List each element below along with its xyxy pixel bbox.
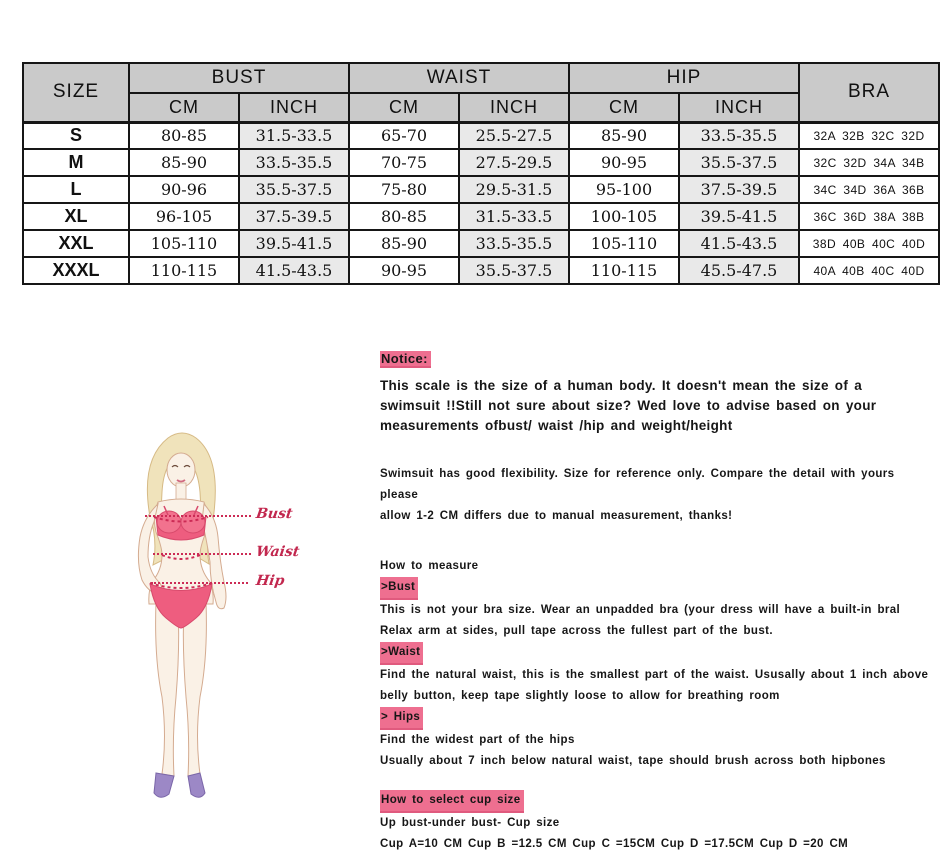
notice-heading — [380, 351, 932, 368]
woman-sketch-illustration — [112, 422, 352, 822]
bra-cell: 34C 34D 36A 36B — [799, 176, 939, 203]
hips-section-heading — [380, 707, 932, 730]
bra-cell: 36C 36D 38A 38B — [799, 203, 939, 230]
cup-size-heading — [380, 790, 932, 813]
hips-instruction-line: Usually about 7 inch below natural waist, tape should brush across both hipbones — [380, 755, 886, 767]
flexibility-line: allow 1-2 CM differs due to manual measurement, thanks! — [380, 510, 733, 522]
waist-inch-cell: 33.5-35.5 — [459, 230, 569, 257]
bust-instruction-line: This is not your bra size. Wear an unpadded bra (your dress will have a built-in bral — [380, 604, 901, 616]
hip-inch-cell: 45.5-47.5 — [679, 257, 799, 284]
header-hip-cm: CM — [569, 93, 679, 122]
bust-inch-cell: 41.5-43.5 — [239, 257, 349, 284]
size-chart-section — [22, 62, 940, 285]
table-row — [23, 176, 939, 203]
waist-inch-cell: 29.5-31.5 — [459, 176, 569, 203]
waist-inch-cell: 31.5-33.5 — [459, 203, 569, 230]
table-row — [23, 122, 939, 149]
size-cell: XXXL — [23, 257, 129, 284]
bust-section-heading — [380, 577, 932, 600]
bra-cell: 38D 40B 40C 40D — [799, 230, 939, 257]
header-bust-inch: INCH — [239, 93, 349, 122]
waist-cm-cell: 75-80 — [349, 176, 459, 203]
waist-heading-highlight: >Waist — [380, 642, 423, 665]
hips-heading-highlight: > Hips — [380, 707, 423, 730]
bust-instruction-line: Relax arm at sides, pull tape across the fullest part of the bust. — [380, 625, 773, 637]
size-cell: M — [23, 149, 129, 176]
header-hip-inch: INCH — [679, 93, 799, 122]
hip-inch-cell: 33.5-35.5 — [679, 122, 799, 149]
bra-cell: 32A 32B 32C 32D — [799, 122, 939, 149]
bust-cm-cell: 90-96 — [129, 176, 239, 203]
notice-line: This scale is the size of a human body. It doesn't mean the size of a — [380, 378, 863, 393]
bust-inch-cell: 33.5-35.5 — [239, 149, 349, 176]
bust-heading-highlight: >Bust — [380, 577, 418, 600]
cup-size-line: Cup A=10 CM Cup B =12.5 CM Cup C =15CM Cup D =17.5CM Cup D =20 CM — [380, 838, 849, 850]
hip-cm-cell: 90-95 — [569, 149, 679, 176]
size-cell: L — [23, 176, 129, 203]
waist-cm-cell: 90-95 — [349, 257, 459, 284]
table-row — [23, 257, 939, 284]
waist-instruction-line: belly button, keep tape slightly loose to allow for breathing room — [380, 690, 780, 702]
figure-right-shoe — [188, 773, 205, 797]
bust-inch-cell: 39.5-41.5 — [239, 230, 349, 257]
bust-label: Bust — [254, 506, 294, 522]
bra-cell: 32C 32D 34A 34B — [799, 149, 939, 176]
bust-inch-cell: 31.5-33.5 — [239, 122, 349, 149]
header-bra: BRA — [799, 63, 939, 122]
size-chart-table — [22, 62, 940, 285]
hip-inch-cell: 41.5-43.5 — [679, 230, 799, 257]
header-size: SIZE — [23, 63, 129, 122]
hip-cm-cell: 95-100 — [569, 176, 679, 203]
bust-cm-cell: 85-90 — [129, 149, 239, 176]
bust-cm-cell: 80-85 — [129, 122, 239, 149]
header-waist-inch: INCH — [459, 93, 569, 122]
hip-leader-line — [151, 582, 248, 584]
waist-section-heading — [380, 642, 932, 665]
hip-cm-cell: 85-90 — [569, 122, 679, 149]
bust-inch-cell: 35.5-37.5 — [239, 176, 349, 203]
bust-cm-cell: 96-105 — [129, 203, 239, 230]
how-to-measure-title: How to measure — [380, 560, 479, 572]
cup-size-highlight: How to select cup size — [380, 790, 524, 813]
waist-cm-cell: 80-85 — [349, 203, 459, 230]
bra-cell: 40A 40B 40C 40D — [799, 257, 939, 284]
waist-leader-line — [153, 553, 251, 555]
instructions-column — [380, 351, 932, 850]
figure-left-shoe — [154, 773, 174, 797]
table-row — [23, 149, 939, 176]
bust-inch-cell: 37.5-39.5 — [239, 203, 349, 230]
header-bust-cm: CM — [129, 93, 239, 122]
table-row — [23, 230, 939, 257]
size-cell: XL — [23, 203, 129, 230]
header-waist-cm: CM — [349, 93, 459, 122]
size-cell: XXL — [23, 230, 129, 257]
figure-right-leg — [183, 602, 206, 776]
notice-highlight: Notice: — [380, 351, 431, 368]
hips-instruction-line: Find the widest part of the hips — [380, 734, 575, 746]
table-row — [23, 203, 939, 230]
flexibility-line: Swimsuit has good flexibility. Size for reference only. Compare the detail with yours please — [380, 468, 895, 501]
waist-instruction-line: Find the natural waist, this is the smallest part of the waist. Ususally about 1 inch above — [380, 669, 929, 681]
hip-inch-cell: 35.5-37.5 — [679, 149, 799, 176]
waist-label: Waist — [254, 544, 301, 560]
cup-size-line: Up bust-under bust- Cup size — [380, 817, 560, 829]
waist-cm-cell: 70-75 — [349, 149, 459, 176]
waist-inch-cell: 35.5-37.5 — [459, 257, 569, 284]
header-bust: BUST — [129, 63, 349, 93]
notice-line: swimsuit !!Still not sure about size? Wed love to advise based on your — [380, 398, 877, 413]
waist-inch-cell: 27.5-29.5 — [459, 149, 569, 176]
bust-leader-line — [145, 515, 251, 517]
bust-cm-cell: 105-110 — [129, 230, 239, 257]
notice-paragraph — [380, 376, 932, 436]
bust-cm-cell: 110-115 — [129, 257, 239, 284]
flexibility-note — [380, 464, 932, 527]
waist-cm-cell: 65-70 — [349, 122, 459, 149]
hip-inch-cell: 39.5-41.5 — [679, 203, 799, 230]
header-hip: HIP — [569, 63, 799, 93]
waist-cm-cell: 85-90 — [349, 230, 459, 257]
notice-line: measurements ofbust/ waist /hip and weight/height — [380, 418, 733, 433]
measurement-figure — [112, 422, 352, 822]
cup-size-section — [380, 790, 932, 850]
hip-cm-cell: 110-115 — [569, 257, 679, 284]
how-to-measure-section — [380, 556, 932, 772]
hip-cm-cell: 100-105 — [569, 203, 679, 230]
figure-left-leg — [156, 602, 179, 776]
size-cell: S — [23, 122, 129, 149]
waist-inch-cell: 25.5-27.5 — [459, 122, 569, 149]
hip-label: Hip — [254, 573, 286, 589]
figure-neck — [176, 483, 186, 501]
hip-inch-cell: 37.5-39.5 — [679, 176, 799, 203]
header-waist: WAIST — [349, 63, 569, 93]
hip-cm-cell: 105-110 — [569, 230, 679, 257]
